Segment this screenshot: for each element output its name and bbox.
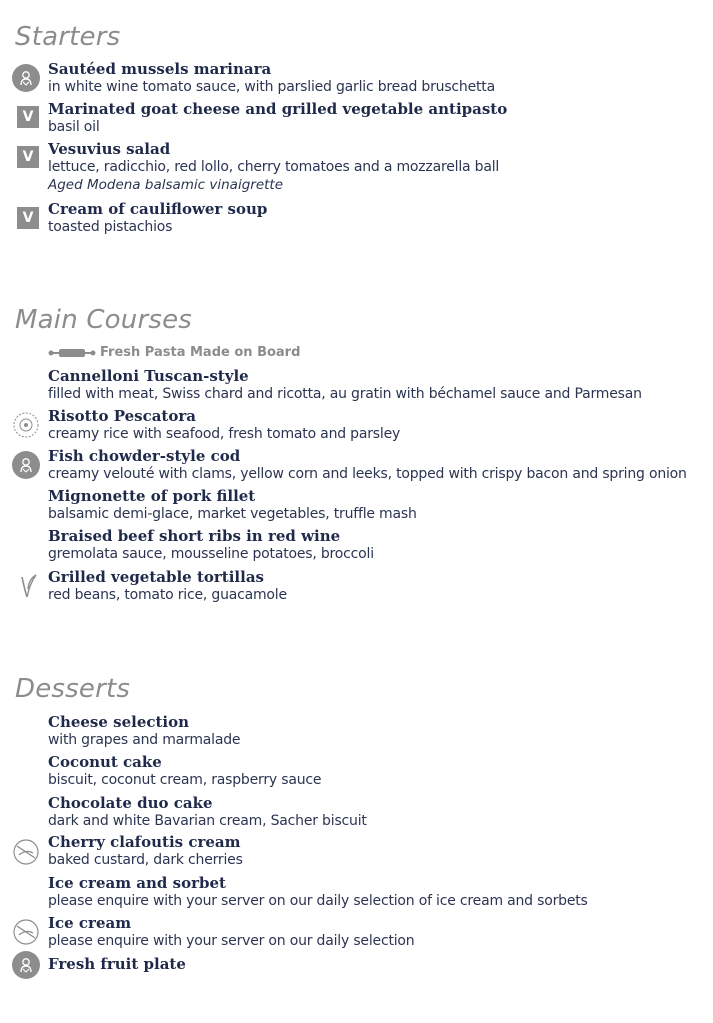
item-name: Ice cream and sorbet <box>48 874 226 892</box>
fresh-pasta-label: Fresh Pasta Made on Board <box>100 345 301 360</box>
menu-item <box>48 487 708 523</box>
item-name: Chocolate duo cake <box>48 794 213 812</box>
menu-item <box>48 753 708 789</box>
menu-item <box>48 367 708 403</box>
no-sugar-added-icon <box>12 918 40 950</box>
menu-item <box>48 568 708 604</box>
item-description: dark and white Bavarian cream, Sacher biscuit <box>48 813 367 829</box>
vegan-leaf-icon <box>18 571 40 603</box>
menu-item <box>48 527 708 563</box>
menu-item <box>48 60 708 96</box>
menu-item <box>48 955 708 973</box>
section-title-starters: Starters <box>15 22 121 52</box>
vegetarian-icon: V <box>17 106 39 128</box>
item-name: Mignonette of pork fillet <box>48 487 256 505</box>
menu-item <box>48 833 708 869</box>
menu-item <box>48 914 708 950</box>
vegetarian-icon: V <box>17 146 39 168</box>
vegetarian-icon: V <box>17 207 39 229</box>
item-name: Marinated goat cheese and grilled vegetable antipasto <box>48 100 508 118</box>
item-description: lettuce, radicchio, red lollo, cherry tomatoes and a mozzarella ball <box>48 159 500 175</box>
item-description: red beans, tomato rice, guacamole <box>48 587 287 603</box>
menu-item <box>48 200 708 236</box>
fresh-pasta-note <box>48 345 300 360</box>
item-description: basil oil <box>48 119 100 135</box>
item-description: gremolata sauce, mousseline potatoes, broccoli <box>48 546 374 562</box>
rolling-pin-icon <box>48 348 96 358</box>
item-name: Cream of cauliflower soup <box>48 200 268 218</box>
chef-recommendation-icon <box>12 951 40 979</box>
item-note: Aged Modena balsamic vinaigrette <box>48 177 284 193</box>
item-name: Braised beef short ribs in red wine <box>48 527 341 545</box>
item-name: Fresh fruit plate <box>48 955 186 973</box>
item-description: creamy velouté with clams, yellow corn and leeks, topped with crispy bacon and spring onion <box>48 466 687 482</box>
item-name: Coconut cake <box>48 753 162 771</box>
regional-specialty-icon <box>12 411 40 443</box>
section-title-main-courses: Main Courses <box>15 305 193 335</box>
item-description: filled with meat, Swiss chard and ricotta, au gratin with béchamel sauce and Parmesan <box>48 386 642 402</box>
menu-item <box>48 447 708 483</box>
chef-recommendation-icon <box>12 64 40 92</box>
item-name: Cheese selection <box>48 713 190 731</box>
item-description: toasted pistachios <box>48 219 173 235</box>
item-name: Grilled vegetable tortillas <box>48 568 264 586</box>
no-sugar-added-icon <box>12 838 40 870</box>
item-name: Risotto Pescatora <box>48 407 196 425</box>
item-name: Vesuvius salad <box>48 140 171 158</box>
chef-recommendation-icon <box>12 451 40 479</box>
item-description: balsamic demi-glace, market vegetables, truffle mash <box>48 506 417 522</box>
item-name: Fish chowder-style cod <box>48 447 241 465</box>
item-name: Sautéed mussels marinara <box>48 60 272 78</box>
item-description: please enquire with your server on our daily selection of ice cream and sorbets <box>48 893 588 909</box>
item-name: Cannelloni Tuscan-style <box>48 367 249 385</box>
menu-item <box>48 140 708 194</box>
item-name: Cherry clafoutis cream <box>48 833 241 851</box>
item-description: creamy rice with seafood, fresh tomato and parsley <box>48 426 401 442</box>
menu-item <box>48 874 708 910</box>
item-description: with grapes and marmalade <box>48 732 241 748</box>
menu-item <box>48 407 708 443</box>
menu-item <box>48 794 708 830</box>
item-name: Ice cream <box>48 914 132 932</box>
menu-item <box>48 100 708 136</box>
item-description: please enquire with your server on our daily selection <box>48 933 415 949</box>
section-title-desserts: Desserts <box>15 674 131 704</box>
menu-item <box>48 713 708 749</box>
item-description: baked custard, dark cherries <box>48 852 243 868</box>
item-description: in white wine tomato sauce, with parslied garlic bread bruschetta <box>48 79 495 95</box>
item-description: biscuit, coconut cream, raspberry sauce <box>48 772 322 788</box>
